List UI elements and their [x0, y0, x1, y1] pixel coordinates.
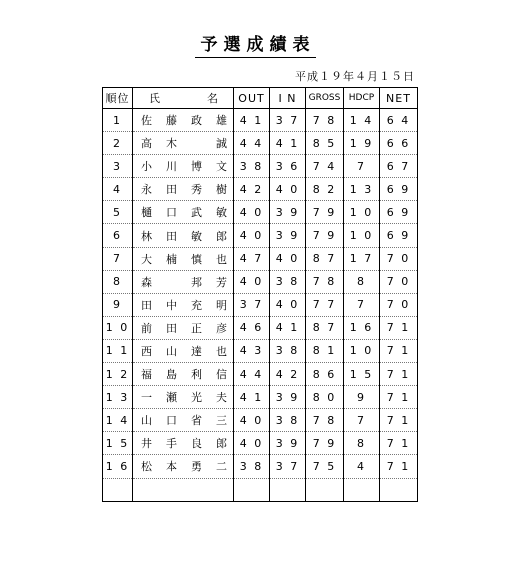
net-cell: 7 1: [380, 386, 418, 409]
name-cell: [133, 455, 234, 478]
name-char: 彦: [216, 321, 227, 335]
gross-cell: 7 8: [306, 270, 344, 293]
net-cell: 6 6: [380, 132, 418, 155]
name-char: 誠: [216, 137, 227, 151]
name-char: 中: [166, 298, 177, 312]
out-cell: 4 7: [234, 247, 270, 270]
table-row: [103, 432, 418, 455]
in-cell: 3 9: [270, 224, 306, 247]
in-cell: 3 9: [270, 386, 306, 409]
in-cell: 4 2: [270, 363, 306, 386]
in-cell: 3 8: [270, 270, 306, 293]
name-cell: [133, 270, 234, 293]
name-cell: [133, 201, 234, 224]
out-cell: 3 8: [234, 455, 270, 478]
name-char: 田: [166, 321, 177, 335]
name-char: 敏: [216, 206, 227, 220]
gross-cell: 8 7: [306, 247, 344, 270]
rank-cell: 1 1: [103, 339, 133, 362]
gross-cell: 7 8: [306, 409, 344, 432]
gross-cell: 7 4: [306, 155, 344, 178]
name-char: 木: [166, 137, 177, 151]
net-cell: 6 9: [380, 224, 418, 247]
name-char: 武: [191, 206, 202, 220]
hdcp-cell: 8: [344, 432, 380, 455]
out-cell: 4 0: [234, 409, 270, 432]
hdcp-cell: 7: [344, 293, 380, 316]
empty-cell: [380, 478, 418, 501]
net-cell: 7 1: [380, 455, 418, 478]
table-row: [103, 155, 418, 178]
out-cell: 4 0: [234, 201, 270, 224]
net-cell: 6 9: [380, 178, 418, 201]
rank-cell: 6: [103, 224, 133, 247]
net-cell: 7 1: [380, 339, 418, 362]
name-char: 田: [166, 183, 177, 197]
table-row: [103, 316, 418, 339]
hdcp-cell: 9: [344, 386, 380, 409]
empty-cell: [234, 478, 270, 501]
header-row: [103, 88, 418, 109]
name-char: 藤: [166, 114, 177, 128]
name-char: 一: [141, 391, 152, 405]
net-cell: 6 7: [380, 155, 418, 178]
in-cell: 4 0: [270, 178, 306, 201]
gross-cell: 7 8: [306, 109, 344, 132]
table-row: [103, 386, 418, 409]
net-cell: 6 9: [380, 201, 418, 224]
in-cell: 4 1: [270, 316, 306, 339]
name-char: 郎: [216, 437, 227, 451]
net-cell: 6 4: [380, 109, 418, 132]
hdcp-cell: 1 3: [344, 178, 380, 201]
out-cell: 4 2: [234, 178, 270, 201]
out-cell: 3 8: [234, 155, 270, 178]
name-char: 田: [141, 298, 152, 312]
name-char: 慎: [191, 252, 202, 266]
net-cell: 7 1: [380, 432, 418, 455]
in-cell: 3 7: [270, 455, 306, 478]
name-char: 林: [141, 229, 152, 243]
gross-cell: 7 5: [306, 455, 344, 478]
name-char: [166, 274, 177, 290]
results-table: [102, 87, 418, 502]
header-name-family: 氏: [149, 92, 161, 105]
out-cell: 4 0: [234, 224, 270, 247]
name-char: 前: [141, 321, 152, 335]
name-char: 良: [191, 437, 202, 451]
net-cell: 7 0: [380, 293, 418, 316]
net-cell: 7 1: [380, 363, 418, 386]
net-cell: 7 1: [380, 409, 418, 432]
rank-cell: 1 2: [103, 363, 133, 386]
name-char: 手: [166, 437, 177, 451]
out-cell: 4 4: [234, 132, 270, 155]
name-char: 夫: [216, 391, 227, 405]
rank-cell: 1 0: [103, 316, 133, 339]
name-char: 敏: [191, 229, 202, 243]
name-char: 秀: [191, 183, 202, 197]
hdcp-cell: 7: [344, 155, 380, 178]
gross-cell: 7 9: [306, 224, 344, 247]
rank-cell: 1 6: [103, 455, 133, 478]
name-cell: [133, 132, 234, 155]
name-char: 利: [191, 368, 202, 382]
table-row: [103, 247, 418, 270]
in-cell: 3 9: [270, 432, 306, 455]
table-row: [103, 270, 418, 293]
gross-cell: 8 6: [306, 363, 344, 386]
hdcp-cell: 1 0: [344, 339, 380, 362]
name-char: 文: [216, 160, 227, 174]
header-gross: GROSS: [306, 88, 344, 109]
empty-cell: [306, 478, 344, 501]
name-char: 博: [191, 160, 202, 174]
name-char: 川: [166, 160, 177, 174]
rank-cell: 9: [103, 293, 133, 316]
name-cell: [133, 432, 234, 455]
table-row: [103, 363, 418, 386]
header-out: OUT: [234, 88, 270, 109]
out-cell: 4 1: [234, 386, 270, 409]
name-cell: [133, 224, 234, 247]
gross-cell: 7 7: [306, 293, 344, 316]
gross-cell: 8 2: [306, 178, 344, 201]
table-row: [103, 409, 418, 432]
in-cell: 4 0: [270, 293, 306, 316]
table-row: [103, 132, 418, 155]
name-cell: [133, 155, 234, 178]
name-char: 福: [141, 368, 152, 382]
header-hdcp: HDCP: [344, 88, 380, 109]
gross-cell: 8 7: [306, 316, 344, 339]
in-cell: 3 9: [270, 201, 306, 224]
rank-cell: 1 4: [103, 409, 133, 432]
name-char: 山: [141, 414, 152, 428]
rank-cell: 7: [103, 247, 133, 270]
out-cell: 3 7: [234, 293, 270, 316]
net-cell: 7 0: [380, 270, 418, 293]
hdcp-cell: 1 4: [344, 109, 380, 132]
table-row: [103, 293, 418, 316]
name-char: 明: [216, 298, 227, 312]
gross-cell: 7 9: [306, 201, 344, 224]
name-char: 雄: [216, 114, 227, 128]
hdcp-cell: 8: [344, 270, 380, 293]
header-name: [133, 88, 234, 109]
name-char: 省: [191, 414, 202, 428]
empty-cell: [270, 478, 306, 501]
rank-cell: 2: [103, 132, 133, 155]
table-row: [103, 201, 418, 224]
name-char: 邦: [191, 275, 202, 289]
name-cell: [133, 363, 234, 386]
document-date: 平成１９年４月１５日: [295, 70, 415, 83]
name-char: 二: [216, 460, 227, 474]
in-cell: 3 8: [270, 409, 306, 432]
name-char: 芳: [216, 275, 227, 289]
name-char: 永: [141, 183, 152, 197]
page-title: 予選成績表: [0, 30, 510, 55]
name-char: 也: [216, 344, 227, 358]
name-cell: [133, 109, 234, 132]
gross-cell: 7 9: [306, 432, 344, 455]
name-char: 大: [141, 252, 152, 266]
in-cell: 3 7: [270, 109, 306, 132]
out-cell: 4 3: [234, 339, 270, 362]
name-char: 本: [166, 460, 177, 474]
empty-cell: [133, 478, 234, 501]
name-char: 森: [141, 275, 152, 289]
name-char: 小: [141, 160, 152, 174]
name-char: 樋: [141, 206, 152, 220]
out-cell: 4 1: [234, 109, 270, 132]
name-char: 井: [141, 437, 152, 451]
table-row: [103, 224, 418, 247]
header-rank: 順位: [103, 88, 133, 109]
out-cell: 4 0: [234, 270, 270, 293]
name-char: 山: [166, 344, 177, 358]
table-row: [103, 455, 418, 478]
name-char: 口: [166, 206, 177, 220]
name-char: 楠: [166, 252, 177, 266]
name-char: 三: [216, 414, 227, 428]
gross-cell: 8 5: [306, 132, 344, 155]
name-cell: [133, 293, 234, 316]
net-cell: 7 0: [380, 247, 418, 270]
gross-cell: 8 1: [306, 339, 344, 362]
hdcp-cell: 1 5: [344, 363, 380, 386]
name-char: 郎: [216, 229, 227, 243]
net-cell: 7 1: [380, 316, 418, 339]
empty-cell: [344, 478, 380, 501]
header-in: I N: [270, 88, 306, 109]
name-cell: [133, 247, 234, 270]
name-cell: [133, 178, 234, 201]
rank-cell: 4: [103, 178, 133, 201]
name-char: 島: [166, 368, 177, 382]
rank-cell: 3: [103, 155, 133, 178]
name-char: 達: [191, 344, 202, 358]
name-char: 松: [141, 460, 152, 474]
rank-cell: 1 5: [103, 432, 133, 455]
hdcp-cell: 1 7: [344, 247, 380, 270]
name-cell: [133, 409, 234, 432]
table-row: [103, 109, 418, 132]
name-char: 勇: [191, 460, 202, 474]
name-char: 充: [191, 298, 202, 312]
empty-cell: [103, 478, 133, 501]
out-cell: 4 0: [234, 432, 270, 455]
name-cell: [133, 316, 234, 339]
header-net: NET: [380, 88, 418, 109]
name-char: 樹: [216, 183, 227, 197]
name-char: 高: [141, 137, 152, 151]
hdcp-cell: 4: [344, 455, 380, 478]
name-cell: [133, 339, 234, 362]
name-char: 瀬: [166, 391, 177, 405]
hdcp-cell: 7: [344, 409, 380, 432]
name-char: 口: [166, 414, 177, 428]
name-char: 佐: [141, 114, 152, 128]
out-cell: 4 4: [234, 363, 270, 386]
name-char: 信: [216, 368, 227, 382]
rank-cell: 1: [103, 109, 133, 132]
rank-cell: 8: [103, 270, 133, 293]
hdcp-cell: 1 9: [344, 132, 380, 155]
in-cell: 4 1: [270, 132, 306, 155]
blank-row: [103, 478, 418, 501]
gross-cell: 8 0: [306, 386, 344, 409]
table-row: [103, 178, 418, 201]
name-char: 西: [141, 344, 152, 358]
hdcp-cell: 1 0: [344, 224, 380, 247]
hdcp-cell: 1 6: [344, 316, 380, 339]
name-char: 政: [191, 114, 202, 128]
rank-cell: 1 3: [103, 386, 133, 409]
name-char: 也: [216, 252, 227, 266]
rank-cell: 5: [103, 201, 133, 224]
table-row: [103, 339, 418, 362]
header-name-given: 名: [207, 92, 219, 105]
name-char: [191, 135, 202, 151]
out-cell: 4 6: [234, 316, 270, 339]
hdcp-cell: 1 0: [344, 201, 380, 224]
name-char: 正: [191, 321, 202, 335]
in-cell: 3 8: [270, 339, 306, 362]
in-cell: 3 6: [270, 155, 306, 178]
name-char: 田: [166, 229, 177, 243]
name-cell: [133, 386, 234, 409]
name-char: 光: [191, 391, 202, 405]
in-cell: 4 0: [270, 247, 306, 270]
